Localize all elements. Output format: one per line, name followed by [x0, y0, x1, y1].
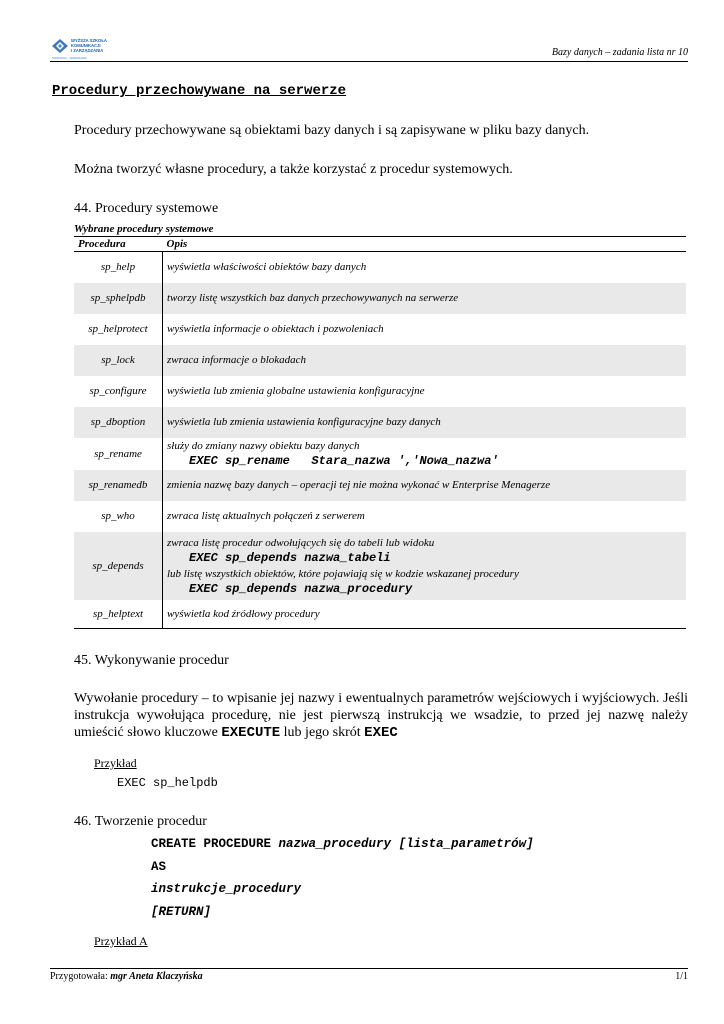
create-procedure-syntax	[151, 836, 534, 926]
procedure-description: zwraca informacje o blokadach	[163, 345, 687, 376]
example-label: Przykład	[94, 756, 137, 770]
description-text: służy do zmiany nazwy obiektu bazy danych	[167, 440, 360, 452]
code-example: EXEC sp_depends nazwa_tabeli	[189, 550, 391, 565]
procedure-description: zmienia nazwę bazy danych – operacji tej nie można wykonać w Enterprise Menagerze	[163, 470, 687, 501]
section-46-heading: 46. Tworzenie procedur	[74, 814, 207, 829]
page-title: Procedury przechowywane na serwerze	[52, 83, 347, 99]
table-row	[74, 438, 686, 470]
syntax-line-create	[151, 836, 534, 859]
procedure-name: sp_depends	[74, 532, 163, 600]
procedure-name: sp_helprotect	[74, 314, 163, 345]
procedure-name: sp_configure	[74, 376, 163, 407]
procedure-name: sp_rename	[74, 438, 163, 470]
table-row	[74, 376, 686, 407]
table-row	[74, 532, 686, 600]
footer-author	[50, 971, 203, 982]
footer-prefix: Przygotowała:	[50, 971, 111, 982]
table-row	[74, 600, 686, 629]
keyword-execute: EXECUTE	[221, 725, 281, 741]
syntax-line-body: instrukcje_procedury	[151, 882, 302, 896]
syntax-line-as: AS	[151, 859, 167, 874]
header-divider	[50, 61, 688, 62]
code-example: EXEC sp_depends nazwa_procedury	[189, 581, 413, 596]
procedure-name: sp_who	[74, 501, 163, 532]
paragraph-text: Wywołanie procedury – to wpisanie jej nazwy i ewentualnych parametrów wejściowych i wyjściowych. Jeśli instrukcja wywołująca procedurę, nie jest pierwszą instrukcją we wsadzie, to przed jej nazwę należy umieścić słowo kluczowe	[74, 691, 688, 740]
paragraph-text: lub jego skrót	[280, 725, 365, 740]
syntax-line-return: [RETURN]	[151, 904, 212, 919]
code-example: EXEC sp_rename Stara_nazwa ','Nowa_nazwa'	[189, 454, 499, 468]
intro-paragraph-2: Można tworzyć własne procedury, a także korzystać z procedur systemowych.	[74, 162, 513, 177]
procedure-name-placeholder: nazwa_procedury	[278, 837, 392, 851]
school-logo	[50, 36, 116, 62]
procedure-description: tworzy listę wszystkich baz danych przechowywanych na serwerze	[163, 283, 687, 314]
procedure-description: wyświetla lub zmienia ustawienia konfiguracyjne bazy danych	[163, 407, 687, 438]
svg-text:KOMUNIKACJI: KOMUNIKACJI	[71, 43, 101, 48]
section-45-heading: 45. Wykonywanie procedur	[74, 653, 229, 668]
column-header-procedura: Procedura	[74, 237, 163, 252]
table-header-row	[74, 237, 686, 252]
procedure-description	[163, 532, 687, 600]
table-row	[74, 501, 686, 532]
footer-divider	[50, 968, 688, 969]
example-a-label: Przykład A	[94, 934, 148, 948]
svg-text:WYŻSZA SZKOŁA: WYŻSZA SZKOŁA	[71, 38, 107, 43]
procedure-name: sp_lock	[74, 345, 163, 376]
table-row	[74, 283, 686, 314]
parameter-list-placeholder: [lista_parametrów]	[391, 837, 534, 851]
table-row	[74, 407, 686, 438]
svg-text:I ZARZĄDZANIA: I ZARZĄDZANIA	[71, 48, 104, 53]
procedure-name: sp_help	[74, 252, 163, 283]
table-caption: Wybrane procedury systemowe	[74, 223, 214, 235]
intro-paragraph-1: Procedury przechowywane są obiektami bazy danych i są zapisywane w pliku bazy danych.	[74, 123, 590, 138]
procedure-description: wyświetla lub zmienia globalne ustawienia konfiguracyjne	[167, 385, 425, 397]
procedure-name: sp_sphelpdb	[74, 283, 163, 314]
procedure-name: sp_renamedb	[74, 470, 163, 501]
example-code: EXEC sp_helpdb	[117, 776, 218, 790]
procedure-description: zwraca listę aktualnych połączeń z serwerem	[167, 510, 365, 522]
table-row	[74, 314, 686, 345]
procedure-description	[163, 438, 687, 470]
page-number: 1/1	[675, 971, 688, 982]
author-name: mgr Aneta Klaczyńska	[110, 971, 203, 982]
section-44-heading: 44. Procedury systemowe	[74, 201, 219, 216]
header-document-title: Bazy danych – zadania lista nr 10	[551, 47, 688, 58]
system-procedures-table	[74, 236, 686, 629]
svg-text:ŚWIDNICA · WARSZAWA: ŚWIDNICA · WARSZAWA	[52, 56, 87, 60]
description-text: lub listę wszystkich obiektów, które pojawiają się w kodzie wskazanej procedury	[167, 567, 519, 580]
procedure-name: sp_helptext	[74, 600, 163, 629]
procedure-description: wyświetla kod źródłowy procedury	[163, 600, 687, 629]
procedure-description: wyświetla właściwości obiektów bazy danych	[167, 261, 367, 274]
column-header-opis: Opis	[163, 237, 687, 252]
table-row	[74, 470, 686, 501]
table-row	[74, 345, 686, 376]
procedure-description: wyświetla informacje o obiektach i pozwoleniach	[167, 323, 384, 335]
description-text: zwraca listę procedur odwołujących się do tabeli lub widoku	[167, 536, 435, 549]
section-45-paragraph	[74, 690, 688, 742]
create-keyword: CREATE PROCEDURE	[151, 837, 279, 851]
procedure-name: sp_dboption	[74, 407, 163, 438]
keyword-exec: EXEC	[364, 725, 398, 741]
table-row	[74, 252, 686, 283]
